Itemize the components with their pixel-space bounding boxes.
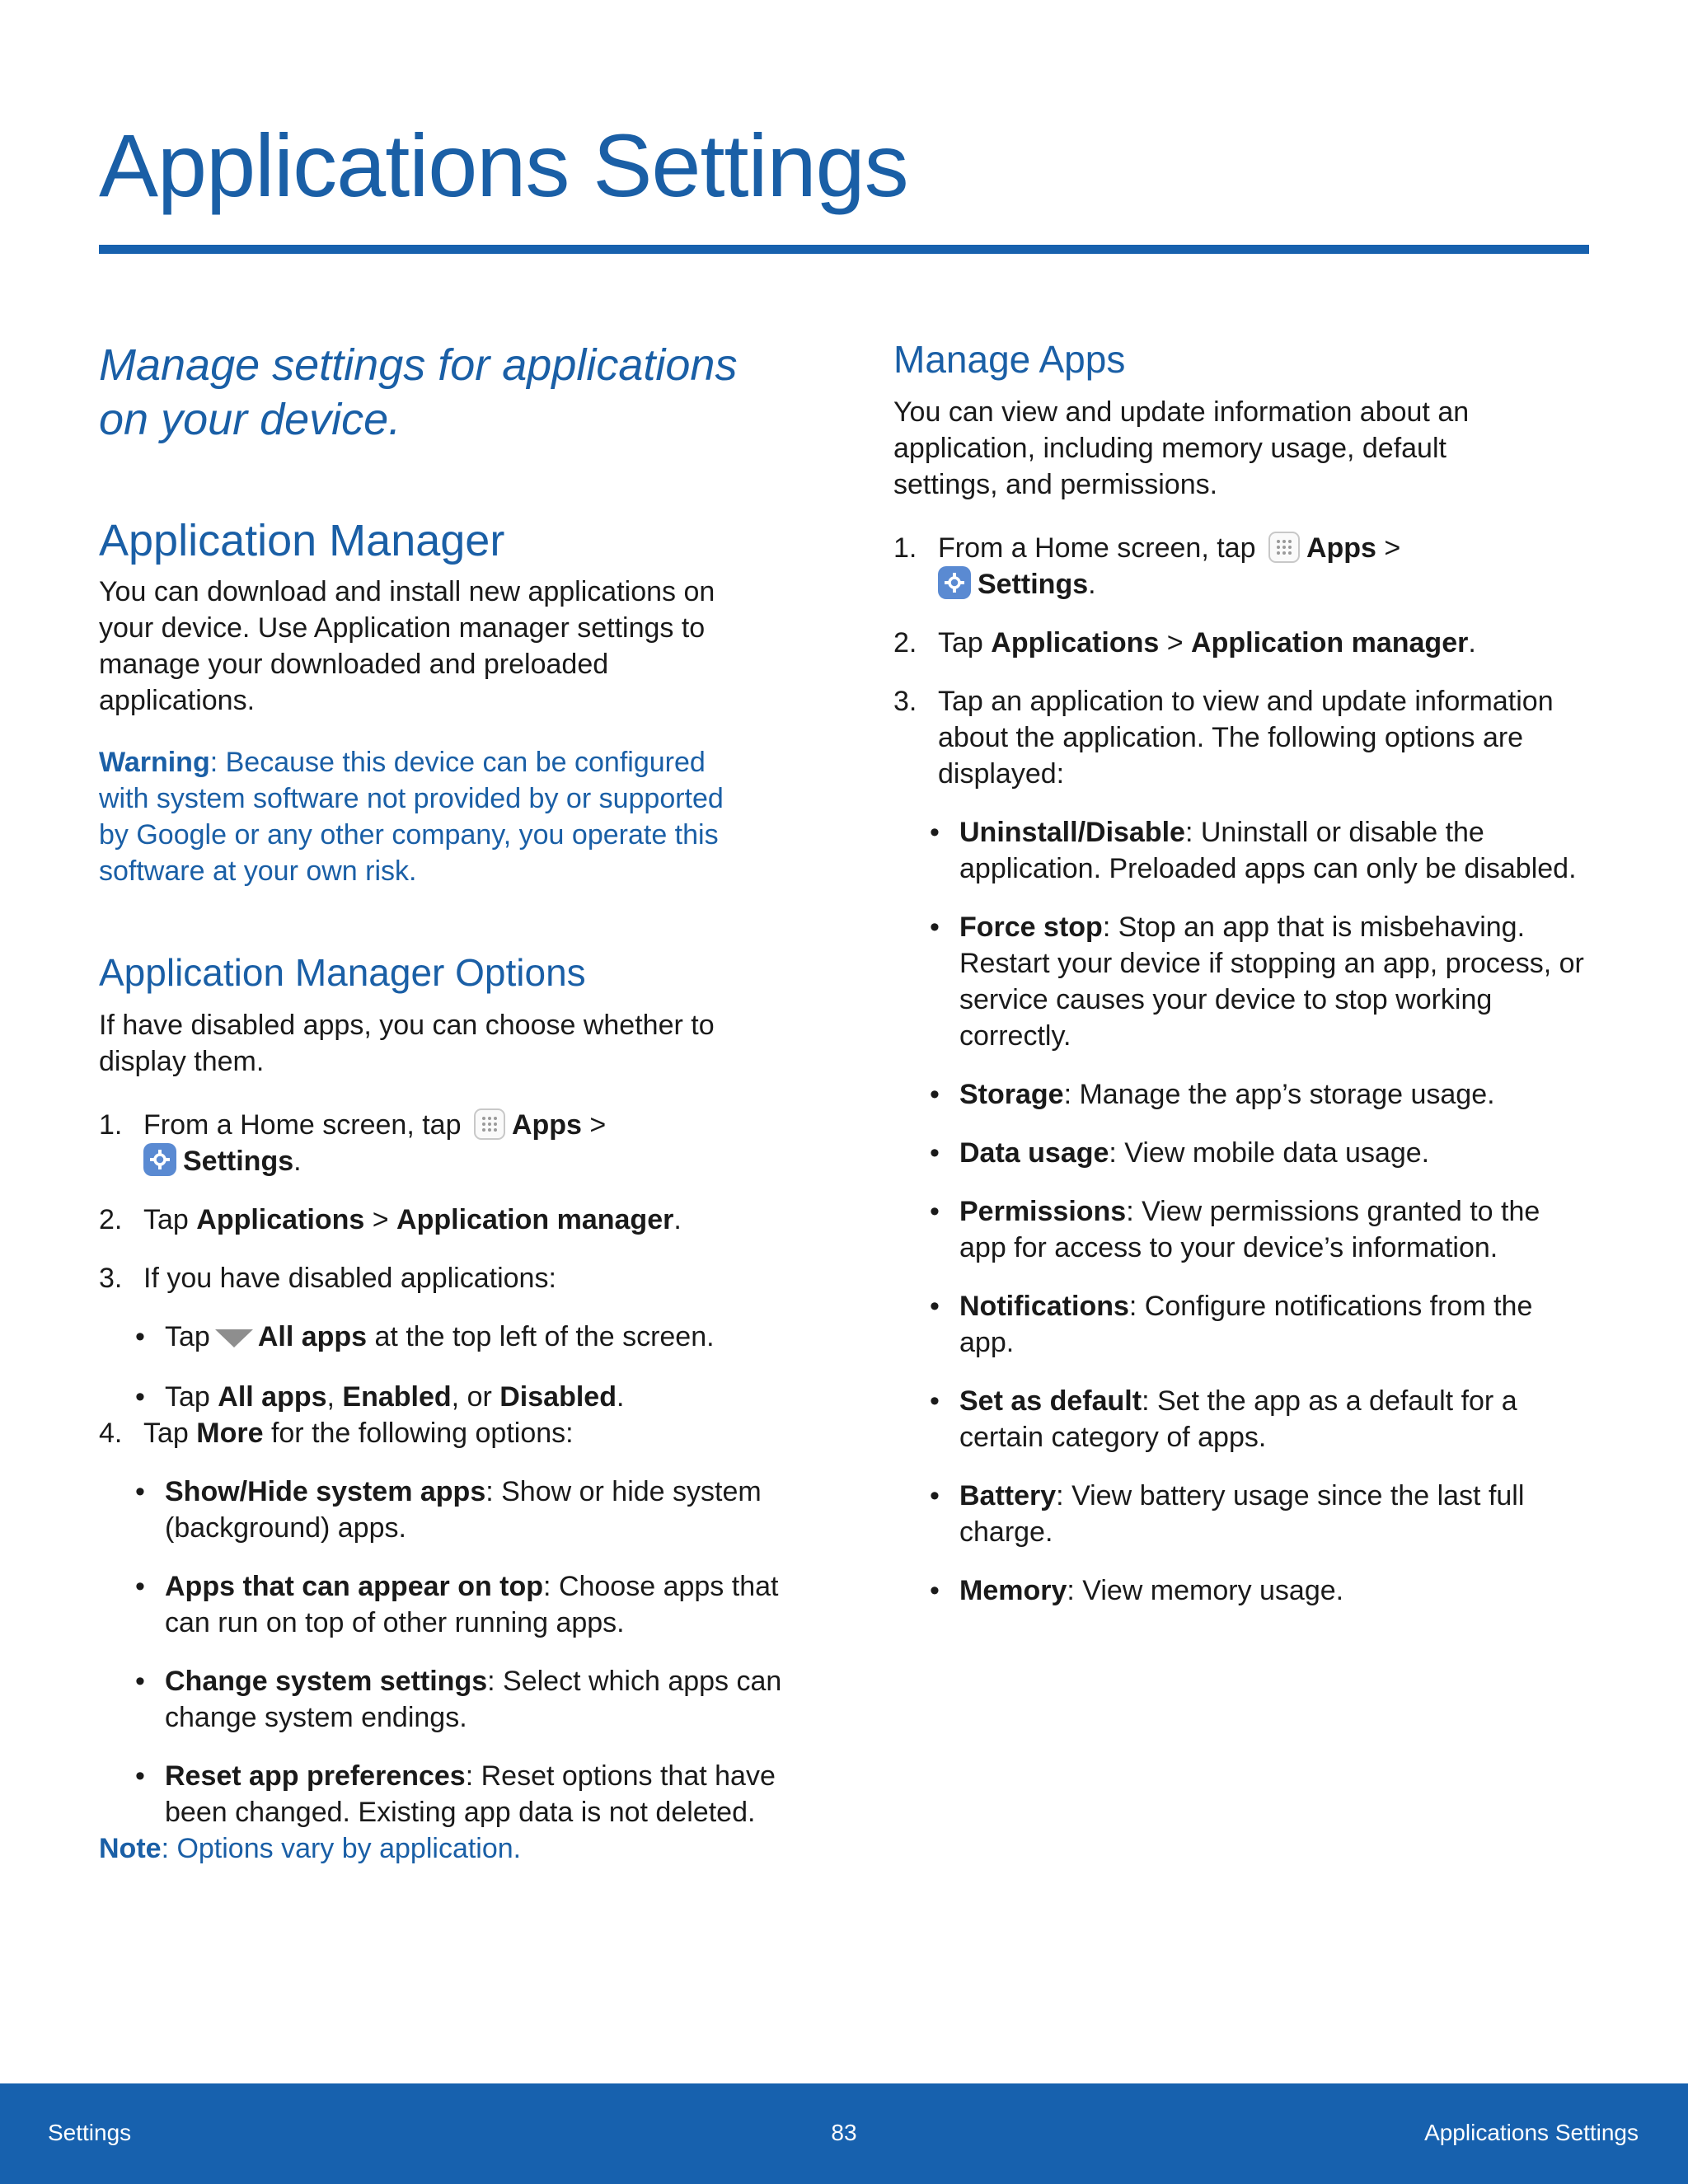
bullet-text: : View memory usage. [1067, 1575, 1344, 1606]
bullet-text: : Manage the app’s storage usage. [1063, 1079, 1495, 1110]
step-text: Tap [143, 1418, 197, 1449]
list-item [926, 1288, 1586, 1361]
bold-term: Permissions [959, 1196, 1127, 1227]
app-manager-body: You can download and install new applications on your device. Use Application manager settings to manage your downloaded and preloaded applications. [99, 576, 715, 716]
step-number: 4. [99, 1418, 123, 1449]
footer-chapter-link[interactable]: Applications Settings [1424, 2120, 1639, 2145]
step-number: 2. [893, 627, 917, 658]
punctuation: . [293, 1146, 302, 1177]
manage-apps-body: You can view and update information about an application, including memory usage, default settings, and permissions. [893, 396, 1470, 500]
step-number: 1. [893, 532, 917, 564]
bold-term: Enabled [342, 1381, 452, 1413]
list-item [99, 1260, 791, 1415]
bullet-text: at the top left of the screen. [367, 1321, 715, 1352]
separator: > [589, 1109, 607, 1141]
list-item [99, 1202, 791, 1238]
bullet-text: : Uninstall or disable the application. Preloaded apps can only be disabled. [959, 817, 1577, 884]
bold-term: Show/Hide system apps [165, 1476, 486, 1507]
step-number: 1. [99, 1109, 123, 1141]
bold-term: Application manager [1191, 627, 1469, 658]
punctuation: . [673, 1204, 682, 1235]
bold-term: Applications [196, 1204, 365, 1235]
page-number: 83 [831, 2120, 857, 2145]
list-item [926, 1572, 1586, 1609]
list-item [926, 1478, 1586, 1550]
list-item [132, 1568, 791, 1641]
bold-term: Change system settings [165, 1666, 488, 1697]
app-options-bullets [926, 814, 1586, 1609]
step-text: Tap an application to view and update information about the application. The following options are displayed: [938, 686, 1554, 790]
list-item [926, 1193, 1586, 1266]
list-item [893, 530, 1586, 602]
step-text: Tap [143, 1204, 197, 1235]
list-item [893, 625, 1586, 661]
settings-label: Settings [978, 569, 1089, 600]
bold-term: Notifications [959, 1291, 1129, 1322]
bold-term: All apps [257, 1321, 368, 1352]
bold-term: Storage [959, 1079, 1064, 1110]
title-rule [99, 245, 1589, 254]
step-text: Tap [938, 627, 992, 658]
settings-gear-icon [938, 566, 971, 599]
bold-term: Data usage [959, 1137, 1109, 1169]
list-item [926, 814, 1586, 887]
bullet-text: : Show or hide system (background) apps. [165, 1476, 762, 1544]
apps-icon [1268, 532, 1300, 563]
step3-bullets [132, 1319, 791, 1415]
bullet-text: : Reset options that have been changed. Existing app data is not deleted. [165, 1760, 776, 1828]
list-item [132, 1663, 791, 1736]
options-heading: Application Manager Options [99, 951, 586, 994]
footer-section-link[interactable]: Settings [48, 2120, 132, 2145]
right-column [893, 330, 1586, 1631]
note-text: : Options vary by application. [161, 1833, 522, 1864]
bold-term: Set as default [959, 1385, 1142, 1417]
settings-gear-icon [143, 1143, 176, 1176]
warning-text: : Because this device can be configured with system software not provided by or supported by Google or any other company, you operate this software at your own risk. [99, 747, 724, 887]
bullet-text: Tap [165, 1321, 210, 1352]
punctuation: . [1088, 569, 1096, 600]
bullet-text: : View permissions granted to the app for access to your device’s information. [959, 1196, 1540, 1263]
separator: > [1384, 532, 1401, 564]
bold-term: Memory [959, 1575, 1067, 1606]
apps-label: Apps [511, 1109, 582, 1141]
bullet-text: : View mobile data usage. [1109, 1137, 1430, 1169]
options-note [99, 1830, 791, 1867]
separator: > [1159, 627, 1192, 658]
step-text: From a Home screen, tap [938, 532, 1256, 564]
bullet-text: : View battery usage since the last full charge. [959, 1480, 1525, 1548]
apps-icon [474, 1108, 505, 1140]
options-body: If have disabled apps, you can choose whether to display them. [99, 1010, 715, 1077]
bullet-text: Tap [165, 1381, 218, 1413]
bold-term: More [196, 1418, 264, 1449]
list-item [132, 1319, 791, 1357]
bold-term: Disabled [499, 1381, 617, 1413]
bullet-text: : Choose apps that can run on top of other running apps. [165, 1571, 779, 1638]
intro-text: Manage settings for applications on your device. [99, 340, 738, 444]
bullet-text: : Configure notifications from the app. [959, 1291, 1533, 1358]
list-item [926, 1135, 1586, 1171]
bold-term: Force stop [959, 912, 1103, 943]
bold-term: Apps that can appear on top [165, 1571, 544, 1602]
bold-term: All apps [218, 1381, 327, 1413]
step-number: 3. [893, 686, 917, 717]
step-text: If you have disabled applications: [143, 1263, 556, 1294]
list-item [99, 1107, 791, 1179]
step-text: for the following options: [263, 1418, 574, 1449]
left-column [99, 330, 791, 1867]
page-footer [0, 2083, 1688, 2184]
bold-term: Application manager [396, 1204, 674, 1235]
note-label: Note [99, 1833, 162, 1864]
app-manager-heading: Application Manager [99, 516, 505, 565]
warning-label: Warning [99, 747, 210, 778]
bold-term: Battery [959, 1480, 1057, 1511]
list-item [99, 1415, 791, 1830]
bullet-text: : Select which apps can change system endings. [165, 1666, 782, 1733]
punctuation: . [1468, 627, 1476, 658]
bold-term: Applications [991, 627, 1160, 658]
step4-bullets [132, 1474, 791, 1830]
bullet-text: , [326, 1381, 343, 1413]
bullet-text: : Set the app as a default for a certain category of apps. [959, 1385, 1517, 1453]
list-item [893, 683, 1586, 1609]
step-text: From a Home screen, tap [143, 1109, 462, 1141]
dropdown-triangle-icon [215, 1320, 253, 1357]
apps-label: Apps [1306, 532, 1376, 564]
list-item [926, 1076, 1586, 1113]
settings-label: Settings [183, 1146, 294, 1177]
warning-note [99, 744, 758, 889]
bullet-text: : Stop an app that is misbehaving. Restart your device if stopping an app, process, or service causes your device to stop working correctly. [959, 912, 1584, 1052]
manage-apps-heading: Manage Apps [893, 338, 1126, 381]
list-item [132, 1474, 791, 1546]
list-item [132, 1379, 791, 1415]
step-number: 2. [99, 1204, 123, 1235]
list-item [926, 909, 1586, 1054]
manage-apps-steps [893, 530, 1586, 1609]
step-number: 3. [99, 1263, 123, 1294]
punctuation: . [616, 1381, 625, 1413]
bold-term: Uninstall/Disable [959, 817, 1185, 848]
list-item [926, 1383, 1586, 1455]
page-title: Applications Settings [99, 115, 908, 215]
options-steps [99, 1107, 791, 1830]
separator: > [364, 1204, 397, 1235]
bold-term: Reset app preferences [165, 1760, 466, 1792]
list-item [132, 1758, 791, 1830]
bullet-text: , or [451, 1381, 500, 1413]
